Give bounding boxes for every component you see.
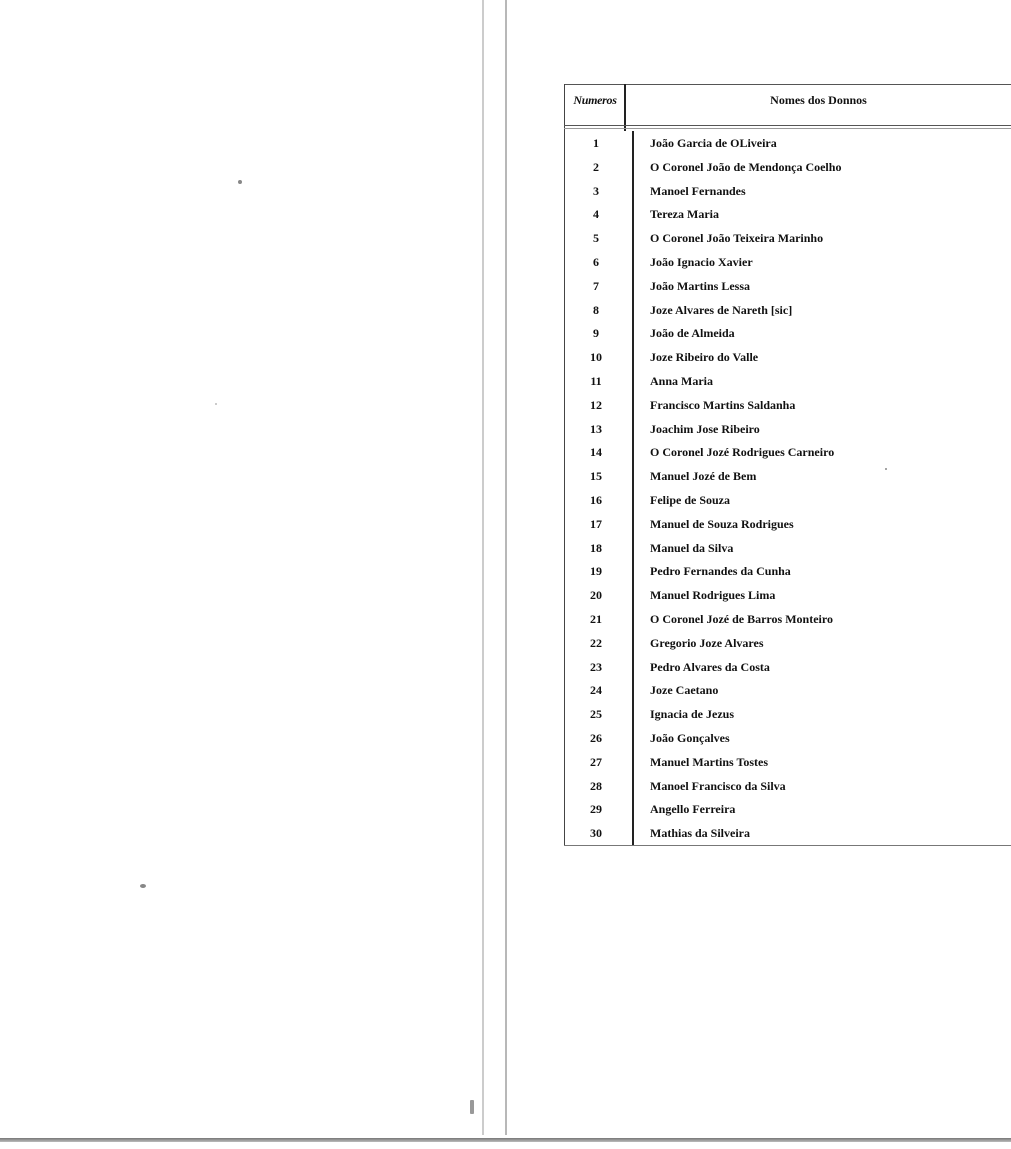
row-number: 2 <box>593 159 599 174</box>
table-row <box>564 275 1011 299</box>
owner-name: O Coronel João de Mendonça Coelho <box>650 159 842 174</box>
owner-name: Tereza Maria <box>650 207 719 222</box>
page-gutter-line <box>482 0 484 1135</box>
table-row <box>564 203 1011 227</box>
table-body <box>564 132 1011 846</box>
row-number: 17 <box>590 516 602 531</box>
table-row <box>564 798 1011 822</box>
table-row <box>564 346 1011 370</box>
table-row <box>564 322 1011 346</box>
row-number: 12 <box>590 397 602 412</box>
table-row <box>564 537 1011 561</box>
table-top-rule <box>564 84 1011 85</box>
owner-name: Angello Ferreira <box>650 802 736 817</box>
row-number: 5 <box>593 231 599 246</box>
owner-name: Manuel de Souza Rodrigues <box>650 516 794 531</box>
owner-name: Manuel Rodrigues Lima <box>650 588 776 603</box>
table-row <box>564 560 1011 584</box>
table-row <box>564 394 1011 418</box>
owner-name: João de Almeida <box>650 326 735 341</box>
owner-name: O Coronel João Teixeira Marinho <box>650 231 824 246</box>
table-row <box>564 703 1011 727</box>
owner-name: Joze Ribeiro do Valle <box>650 350 759 365</box>
owner-name: João Ignacio Xavier <box>650 254 753 269</box>
row-number: 24 <box>590 683 602 698</box>
table-row <box>564 775 1011 799</box>
table-row <box>564 251 1011 275</box>
table-row <box>564 727 1011 751</box>
header-numeros: Numeros <box>573 93 617 107</box>
row-number: 30 <box>590 826 602 841</box>
row-number: 7 <box>593 278 599 293</box>
owner-name: O Coronel Jozé Rodrigues Carneiro <box>650 445 835 460</box>
row-number: 10 <box>590 350 602 365</box>
table-row <box>564 751 1011 775</box>
table-row <box>564 370 1011 394</box>
owner-name: Francisco Martins Saldanha <box>650 397 796 412</box>
owner-name: Anna Maria <box>650 373 713 388</box>
owner-name: Manoel Fernandes <box>650 183 746 198</box>
table-row <box>564 584 1011 608</box>
owner-name: Mathias da Silveira <box>650 826 751 841</box>
table-row <box>564 608 1011 632</box>
table-row <box>564 822 1011 846</box>
owner-name: João Martins Lessa <box>650 278 750 293</box>
table-row <box>564 156 1011 180</box>
row-number: 9 <box>593 326 599 341</box>
row-number: 3 <box>593 183 599 198</box>
table-row <box>564 679 1011 703</box>
table-row <box>564 656 1011 680</box>
header-nomes-dos-donos: Nomes dos Donnos <box>770 93 867 107</box>
row-number: 14 <box>590 445 602 460</box>
owner-name: Manuel da Silva <box>650 540 734 555</box>
table-row <box>564 418 1011 442</box>
scan-speck <box>140 884 146 888</box>
owner-name: Gregorio Joze Alvares <box>650 635 764 650</box>
row-number: 21 <box>590 611 602 626</box>
owner-name: João Garcia de OLiveira <box>650 136 777 150</box>
owner-name: Ignacia de Jezus <box>650 707 734 722</box>
row-number: 29 <box>590 802 602 817</box>
owner-name: João Gonçalves <box>650 730 730 745</box>
owner-name: Manuel Martins Tostes <box>650 754 769 769</box>
table-row <box>564 513 1011 537</box>
row-number: 18 <box>590 540 602 555</box>
scan-speck <box>215 403 217 405</box>
row-number: 20 <box>590 588 602 603</box>
row-number: 13 <box>590 421 602 436</box>
row-number: 15 <box>590 469 602 484</box>
scan-speck <box>470 1100 474 1114</box>
owner-name: Felipe de Souza <box>650 492 730 507</box>
owner-name: Joachim Jose Ribeiro <box>650 421 760 436</box>
owner-name: Joze Alvares de Nareth [sic] <box>650 302 793 317</box>
row-number: 11 <box>590 373 602 388</box>
row-number: 23 <box>590 659 602 674</box>
row-number: 28 <box>590 778 602 793</box>
row-number: 25 <box>590 707 602 722</box>
table-row <box>564 132 1011 156</box>
owner-name: Manoel Francisco da Silva <box>650 778 786 793</box>
row-number: 16 <box>590 492 602 507</box>
row-number: 1 <box>593 136 599 150</box>
row-number: 22 <box>590 635 602 650</box>
row-number: 8 <box>593 302 599 317</box>
table-row <box>564 489 1011 513</box>
table-row <box>564 441 1011 465</box>
owner-name: Manuel Jozé de Bem <box>650 469 757 484</box>
row-number: 27 <box>590 754 602 769</box>
owners-table <box>564 84 1011 846</box>
table-row <box>564 465 1011 489</box>
row-number: 4 <box>593 207 599 222</box>
owner-name: Joze Caetano <box>650 683 719 698</box>
owner-name: Pedro Alvares da Costa <box>650 659 770 674</box>
owner-name: O Coronel Jozé de Barros Monteiro <box>650 611 833 626</box>
row-number: 19 <box>590 564 602 579</box>
row-number: 6 <box>593 254 599 269</box>
owner-name: Pedro Fernandes da Cunha <box>650 564 791 579</box>
table-row <box>564 632 1011 656</box>
table-row <box>564 299 1011 323</box>
table-row <box>564 180 1011 204</box>
table-header-rule <box>564 128 1011 129</box>
table-row <box>564 227 1011 251</box>
table-header-rule <box>564 125 1011 126</box>
scan-speck <box>238 180 242 184</box>
page-bottom-edge <box>0 1138 1011 1142</box>
row-number: 26 <box>590 730 602 745</box>
page-gutter-line <box>505 0 507 1135</box>
